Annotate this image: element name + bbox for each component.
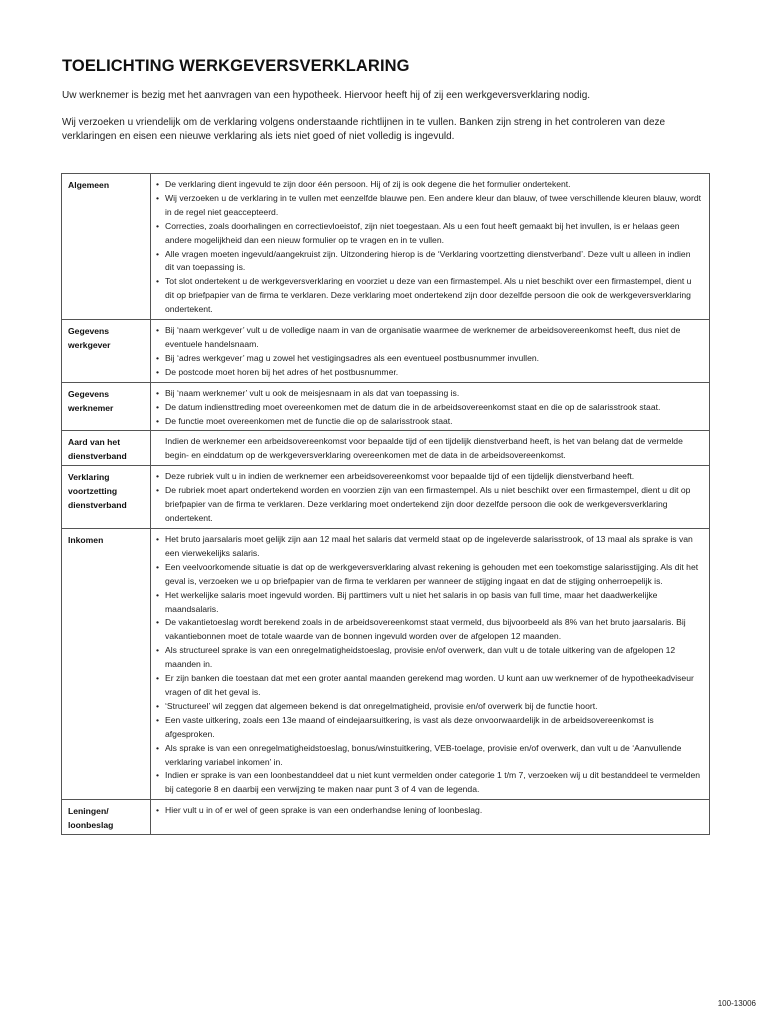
- bullet-icon: •: [156, 561, 160, 572]
- bullet-icon: •: [156, 248, 160, 259]
- list-item: [156, 804, 701, 818]
- table-row: [62, 174, 710, 320]
- table-row: [62, 466, 710, 529]
- list-item: [156, 769, 701, 797]
- section-content: [151, 466, 710, 529]
- bullet-icon: •: [156, 534, 160, 545]
- list-item-text: De functie moet overeenkomen met de functie die op de salarisstrook staat.: [165, 415, 453, 426]
- list-item: [156, 714, 701, 742]
- list-item: [156, 387, 701, 401]
- list-item: [156, 366, 701, 380]
- list-item: [156, 672, 701, 700]
- bullet-icon: •: [156, 352, 160, 363]
- list-item: [156, 192, 701, 220]
- list-item: [156, 589, 701, 617]
- bullet-icon: •: [156, 401, 160, 412]
- bullet-list: [156, 324, 701, 380]
- document-code: 100-13006: [717, 999, 756, 1008]
- list-item-text: Deze rubriek vult u in indien de werknemer een arbeidsovereenkomst voor bepaalde tijd of een tijdelijk dienstverband heeft.: [165, 471, 635, 482]
- bullet-icon: •: [156, 742, 160, 753]
- intro-paragraph-2: Wij verzoeken u vriendelijk om de verklaring volgens onderstaande richtlijnen in te vullen. Banken zijn streng in het controleren van deze verklaringen en eisen een nieuwe verklaring als iets niet goed of niet volledig is ingevuld.: [62, 117, 666, 142]
- bullet-icon: •: [156, 700, 160, 711]
- section-label: Algemeen: [62, 174, 151, 320]
- list-item-text: ‘Structureel’ wil zeggen dat algemeen bekend is dat onregelmatigheid, provisie en/of overwerk bij de functie hoort.: [165, 700, 598, 711]
- bullet-icon: •: [156, 589, 160, 600]
- section-content: [151, 529, 710, 800]
- section-paragraph: Indien de werknemer een arbeidsovereenkomst voor bepaalde tijd of een tijdelijk dienstverband heeft, is het van belang dat de vermelde begin- en einddatum op de werkgeversverklaring overeenkomen met de data in de arbeidsovereenkomst.: [165, 436, 683, 461]
- bullet-icon: •: [156, 276, 160, 287]
- explanation-table: [61, 173, 710, 835]
- section-label: Gegevens werknemer: [62, 382, 151, 431]
- bullet-list: [156, 178, 701, 317]
- list-item: [156, 742, 701, 770]
- list-item-text: De verklaring dient ingevuld te zijn door één persoon. Hij of zij is ook degene die het formulier ondertekent.: [165, 179, 571, 189]
- list-item: [156, 533, 701, 561]
- bullet-icon: •: [156, 192, 160, 203]
- bullet-icon: •: [156, 673, 160, 684]
- list-item: [156, 275, 701, 317]
- list-item-text: Indien er sprake is van een loonbestanddeel dat u niet kunt vermelden onder categorie 1 t/m 7, verzoeken wij u dit bestanddeel te vermelden bij categorie 8 en daarbij een verwijzing te maken naar punt 3 of 4 van de legenda.: [165, 770, 701, 795]
- list-item-text: Een veelvoorkomende situatie is dat op de werkgeversverklaring alvast rekening is gehouden met een toekomstige salarisstijging. Als dit het geval is, verzoeken we u op briefpapier van de firma te verklaren per wanneer de stijging ingaat en dat de stijging onherroepelijk is.: [165, 561, 699, 586]
- bullet-icon: •: [156, 805, 160, 816]
- list-item: [156, 616, 701, 644]
- list-item: [156, 470, 701, 484]
- section-label: Inkomen: [62, 529, 151, 800]
- list-item-text: Een vaste uitkering, zoals een 13e maand of eindejaarsuitkering, is vast als deze onvoorwaardelijk in de arbeidsovereenkomst is afgesproken.: [165, 714, 654, 739]
- list-item: [156, 324, 701, 352]
- list-item-text: De postcode moet horen bij het adres of het postbusnummer.: [165, 366, 399, 377]
- table-row: [62, 800, 710, 835]
- section-content: [151, 800, 710, 835]
- list-item: [156, 644, 701, 672]
- bullet-icon: •: [156, 471, 160, 482]
- bullet-icon: •: [156, 617, 160, 628]
- bullet-icon: •: [156, 387, 160, 398]
- list-item-text: Bij ‘adres werkgever’ mag u zowel het vestigingsadres als een eventueel postbusnummer invullen.: [165, 352, 540, 363]
- bullet-icon: •: [156, 645, 160, 656]
- bullet-list: [156, 387, 701, 429]
- list-item: [156, 561, 701, 589]
- section-content: [151, 320, 710, 383]
- list-item: [156, 401, 701, 415]
- bullet-icon: •: [156, 415, 160, 426]
- list-item: [156, 484, 701, 526]
- list-item-text: Het werkelijke salaris moet ingevuld worden. Bij parttimers vult u niet het salaris in op basis van full time, maar het daadwerkelijke maandsalaris.: [165, 589, 658, 614]
- bullet-icon: •: [156, 325, 160, 336]
- section-content: [151, 431, 710, 466]
- list-item: [156, 248, 701, 276]
- bullet-icon: •: [156, 366, 160, 377]
- bullet-icon: •: [156, 485, 160, 496]
- section-content: [151, 382, 710, 431]
- list-item: [156, 415, 701, 429]
- list-item-text: Als structureel sprake is van een onregelmatigheidstoeslag, provisie en/of overwerk, dan vult u de totale uitkering van de afgelopen 12 maanden in.: [165, 645, 676, 670]
- bullet-list: [156, 470, 701, 526]
- section-label: Gegevens werkgever: [62, 320, 151, 383]
- table-row: [62, 320, 710, 383]
- list-item: [156, 178, 701, 192]
- list-item-text: Er zijn banken die toestaan dat met een groter aantal maanden gerekend mag worden. U kunt aan uw werknemer of de hypotheekadviseur vragen of dit het geval is.: [165, 673, 694, 697]
- list-item-text: Tot slot ondertekent u de werkgeversverklaring en voorziet u deze van een firmastempel. Als u niet beschikt over een firmastempel, dient u dit op briefpapier van de firma te verklaren. Deze verklaring moet ondertekend zijn door dezelfde persoon die ook de werkgeversverklaring ondertekent.: [165, 276, 692, 315]
- section-content: [151, 174, 710, 320]
- list-item-text: Alle vragen moeten ingevuld/aangekruist zijn. Uitzondering hierop is de ‘Verklaring voortzetting dienstverband’. Deze vult u alleen in indien dit van toepassing is.: [165, 248, 691, 273]
- list-item-text: De vakantietoeslag wordt berekend zoals in de arbeidsovereenkomst staat vermeld, dus bijvoorbeeld als 8% van het bruto jaarsalaris. Bij vakantiebonnen moet de totale waarde van de bonnen ingevuld worden over de afgelopen 12 maanden.: [165, 617, 686, 642]
- list-item-text: Als sprake is van een onregelmatigheidstoeslag, bonus/winstuitkering, VEB-toelage, provisie en/of overwerk, dan vult u de ‘Aanvullende verklaring variabel inkomen’ in.: [165, 742, 682, 767]
- bullet-icon: •: [156, 770, 160, 781]
- bullet-icon: •: [156, 714, 160, 725]
- bullet-list: [156, 533, 701, 797]
- list-item-text: Bij ‘naam werkgever’ vult u de volledige naam in van de organisatie waarmee de werknemer de arbeidsovereenkomst heeft, dus niet de eventuele handelsnaam.: [165, 325, 681, 349]
- bullet-icon: •: [156, 220, 160, 231]
- list-item-text: De rubriek moet apart ondertekend worden en voorzien zijn van een firmastempel. Als u niet beschikt over een firmastempel, dient u dit op briefpapier van de firma te verklaren. Deze verklaring moet ondertekend zijn door dezelfde persoon die ook de werkgeversverklaring ondertekent.: [165, 485, 691, 524]
- list-item-text: Wij verzoeken u de verklaring in te vullen met eenzelfde blauwe pen. Een andere kleur dan blauw, of twee verschillende kleuren blauw, wordt in de regel niet geaccepteerd.: [165, 192, 701, 217]
- list-item-text: Hier vult u in of er wel of geen sprake is van een onderhandse lening of loonbeslag.: [165, 805, 483, 816]
- list-item: [156, 220, 701, 248]
- bullet-list: [156, 804, 701, 818]
- bullet-icon: •: [156, 179, 160, 189]
- section-label: Verklaring voortzetting dienstverband: [62, 466, 151, 529]
- intro-paragraph-1: Uw werknemer is bezig met het aanvragen van een hypotheek. Hiervoor heeft hij of zij een werkgeversverklaring nodig.: [62, 90, 591, 101]
- list-item-text: Het bruto jaarsalaris moet gelijk zijn aan 12 maal het salaris dat vermeld staat op de ingeleverde salarisstrook, of 13 maal als sprake is van een vierwekelijks salaris.: [165, 534, 693, 558]
- table-row: [62, 529, 710, 800]
- list-item: [156, 352, 701, 366]
- list-item-text: Correcties, zoals doorhalingen en correctievloeistof, zijn niet toegestaan. Als u een fout heeft gemaakt bij het invullen, is er helaas geen andere mogelijkheid dan een nieuw formulier op te vragen en in te vullen.: [165, 220, 680, 245]
- section-label: Aard van het dienstverband: [62, 431, 151, 466]
- section-label: Leningen/ loonbeslag: [62, 800, 151, 835]
- page-title: TOELICHTING WERKGEVERSVERKLARING: [62, 57, 410, 75]
- table-row: [62, 431, 710, 466]
- table-row: [62, 382, 710, 431]
- list-item-text: De datum indiensttreding moet overeenkomen met de datum die in de arbeidsovereenkomst staat en die op de salarisstrook staat.: [165, 401, 661, 412]
- list-item-text: Bij ‘naam werknemer’ vult u ook de meisjesnaam in als dat van toepassing is.: [165, 387, 460, 398]
- list-item: [156, 700, 701, 714]
